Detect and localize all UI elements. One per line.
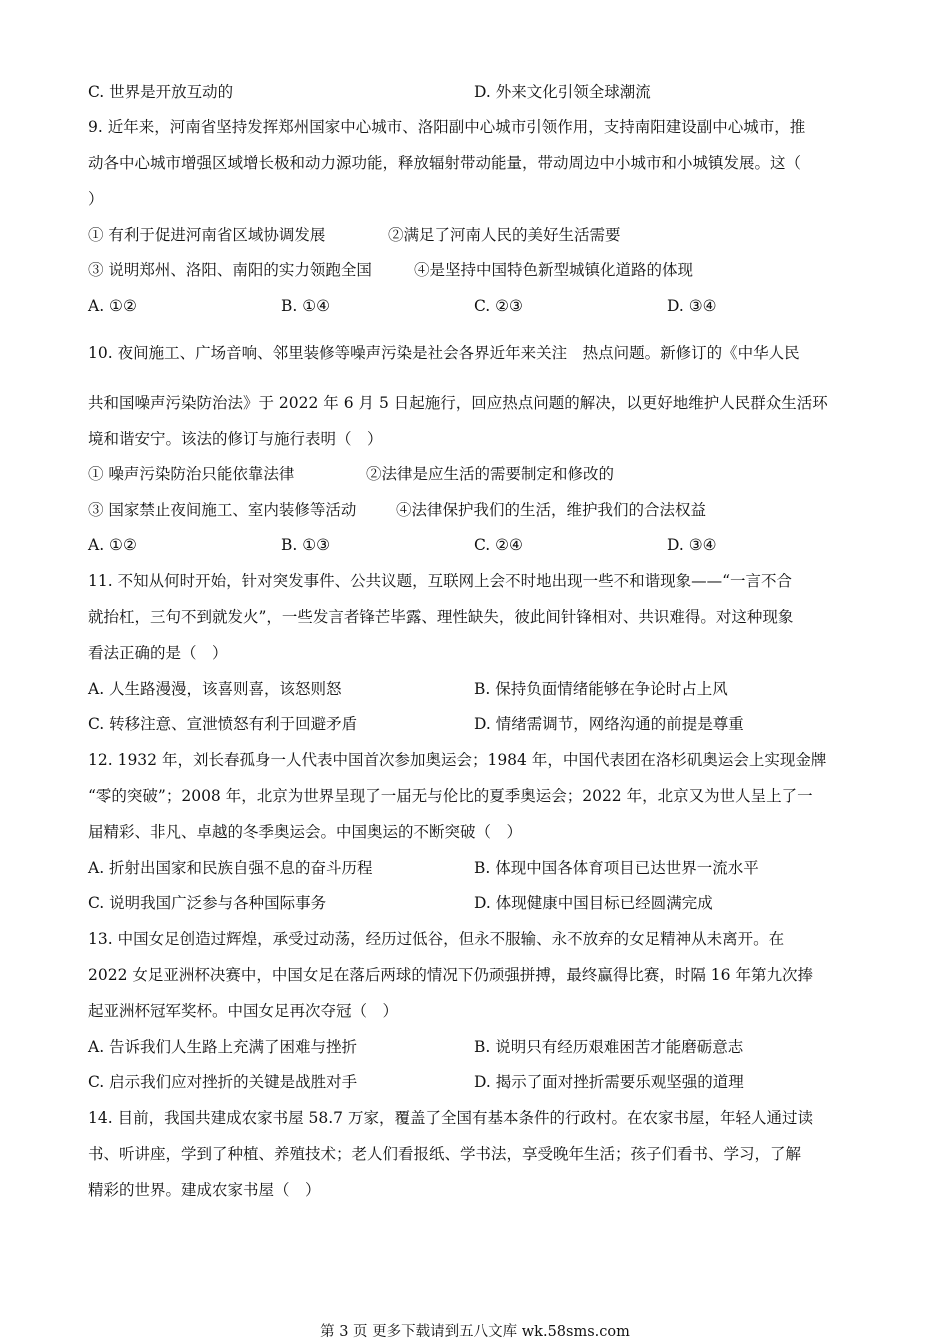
q11-option-c: C. 转移注意、宣泄愤怒有利于回避矛盾 (88, 715, 358, 733)
q11-option-d: D. 情绪需调节，网络沟通的前提是尊重 (474, 715, 744, 733)
q14-stem-line: 书、听讲座，学到了种植、养殖技术；老人们看报纸、学书法，享受晚年生活；孩子们看书、学习，了解 (88, 1145, 802, 1163)
q10-option-a: A. ①② (88, 536, 137, 554)
q9-item-3: ③ 说明郑州、洛阳、南阳的实力领跑全国 (88, 261, 372, 279)
q14-stem-line: 14. 目前，我国共建成农家书屋 58.7 万家，覆盖了全国有基本条件的行政村。在农家书屋，年轻人通过读 (88, 1109, 813, 1127)
q10-stem-line: 境和谐安宁。该法的修订与施行表明（ ） (88, 430, 383, 448)
q13-option-c: C. 启示我们应对挫折的关键是战胜对手 (88, 1073, 358, 1091)
q10-item-1: ① 噪声污染防治只能依靠法律 (88, 465, 295, 483)
q9-stem-line: ） (88, 190, 104, 208)
q9-stem-line: 9. 近年来，河南省坚持发挥郑州国家中心城市、洛阳副中心城市引领作用，支持南阳建设副中心城市，推 (88, 118, 806, 136)
q9-item-1: ① 有利于促进河南省区域协调发展 (88, 226, 326, 244)
q11-stem-line: 11. 不知从何时开始，针对突发事件、公共议题，互联网上会不时地出现一些不和谐现象——“一言不合 (88, 572, 793, 590)
q12-stem-line: 12. 1932 年，刘长春孤身一人代表中国首次参加奥运会；1984 年，中国代表团在洛杉矶奥运会上实现金牌 (88, 751, 827, 769)
q8-option-c: C. 世界是开放互动的 (88, 83, 234, 101)
q10-item-2: ②法律是应生活的需要制定和修改的 (366, 465, 615, 483)
q9-stem-line: 动各中心城市增强区域增长极和动力源功能，释放辐射带动能量，带动周边中小城市和小城镇发展。这（ (88, 154, 802, 172)
q12-option-c: C. 说明我国广泛参与各种国际事务 (88, 894, 327, 912)
q10-stem-line: 10. 夜间施工、广场音响、邻里装修等噪声污染是社会各界近年来关注 热点问题。新修订的《中华人民 (88, 344, 800, 362)
q12-option-a: A. 折射出国家和民族自强不息的奋斗历程 (88, 859, 373, 877)
q14-stem-line: 精彩的世界。建成农家书屋（ ） (88, 1181, 321, 1199)
q11-stem-line: 就抬杠，三句不到就发火”，一些发言者锋芒毕露、理性缺失，彼此间针锋相对、共识难得。对这种现象 (88, 608, 794, 626)
q10-option-d: D. ③④ (667, 536, 717, 554)
q13-stem-line: 起亚洲杯冠军奖杯。中国女足再次夺冠（ ） (88, 1002, 399, 1020)
q12-option-b: B. 体现中国各体育项目已达世界一流水平 (474, 859, 759, 877)
page-footer: 第 3 页 更多下载请到五八文库 wk.58sms.com (320, 1324, 630, 1340)
q13-option-d: D. 揭示了面对挫折需要乐观坚强的道理 (474, 1073, 744, 1091)
q10-option-b: B. ①③ (281, 536, 331, 554)
q13-stem-line: 13. 中国女足创造过辉煌，承受过动荡，经历过低谷，但永不服输、永不放弃的女足精神从未离开。在 (88, 930, 785, 948)
q12-option-d: D. 体现健康中国目标已经圆满完成 (474, 894, 713, 912)
q9-item-4: ④是坚持中国特色新型城镇化道路的体现 (414, 261, 694, 279)
q9-item-2: ②满足了河南人民的美好生活需要 (388, 226, 621, 244)
q10-stem-line: 共和国噪声污染防治法》于 2022 年 6 月 5 日起施行，回应热点问题的解决，以更好地维护人民群众生活环 (88, 394, 828, 412)
q10-item-4: ④法律保护我们的生活，维护我们的合法权益 (396, 501, 707, 519)
q8-option-d: D. 外来文化引领全球潮流 (474, 83, 651, 101)
q9-option-d: D. ③④ (667, 297, 717, 315)
q13-option-b: B. 说明只有经历艰难困苦才能磨砺意志 (474, 1038, 744, 1056)
q9-option-a: A. ①② (88, 297, 137, 315)
q10-option-c: C. ②④ (474, 536, 523, 554)
q9-option-b: B. ①④ (281, 297, 331, 315)
q11-option-b: B. 保持负面情绪能够在争论时占上风 (474, 680, 728, 698)
q11-option-a: A. 人生路漫漫，该喜则喜，该怒则怒 (88, 680, 342, 698)
q10-item-3: ③ 国家禁止夜间施工、室内装修等活动 (88, 501, 357, 519)
q12-stem-line: “零的突破”；2008 年，北京为世界呈现了一届无与伦比的夏季奥运会；2022 年，北京又为世人呈上了一 (88, 787, 813, 805)
q9-option-c: C. ②③ (474, 297, 523, 315)
q13-stem-line: 2022 女足亚洲杯决赛中，中国女足在落后两球的情况下仍顽强拼搏，最终赢得比赛，时隔 16 年第九次捧 (88, 966, 813, 984)
q11-stem-line: 看法正确的是（ ） (88, 644, 228, 662)
q13-option-a: A. 告诉我们人生路上充满了困难与挫折 (88, 1038, 358, 1056)
q12-stem-line: 届精彩、非凡、卓越的冬季奥运会。中国奥运的不断突破（ ） (88, 823, 523, 841)
